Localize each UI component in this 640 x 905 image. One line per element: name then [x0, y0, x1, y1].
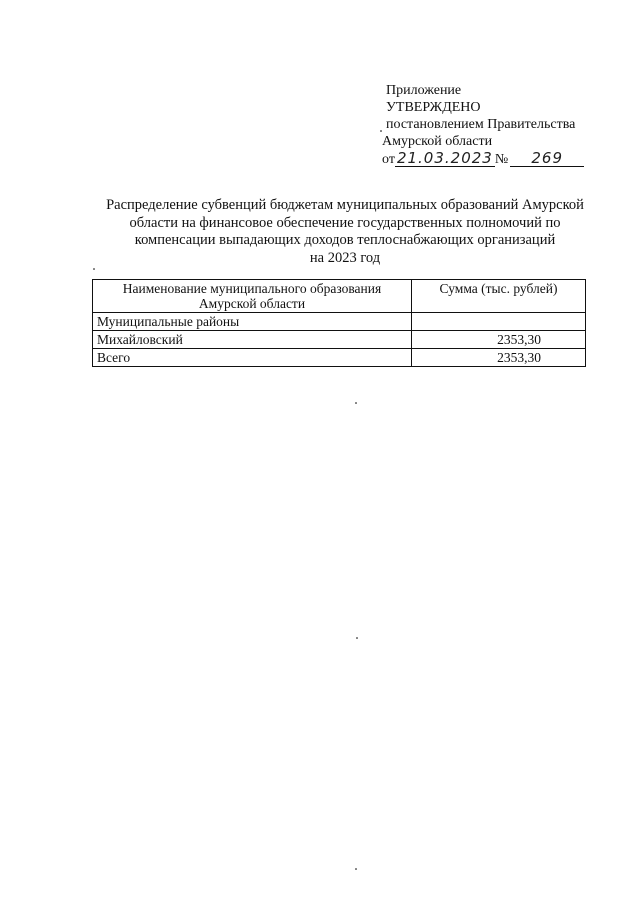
title-line-1: Распределение субвенций бюджетам муниципальных образований Амурской — [106, 197, 584, 213]
from-prefix: от — [382, 152, 395, 167]
row-name-cell: Муниципальные районы — [93, 313, 412, 331]
resolution-label: постановлением Правительства — [386, 117, 576, 132]
region-label: Амурской области — [382, 134, 493, 149]
document-title — [100, 197, 590, 267]
order-line — [382, 150, 622, 168]
title-line-3: компенсации выпадающих доходов теплоснабжающих организаций — [134, 232, 556, 248]
column-header-name — [93, 280, 412, 313]
row-value-cell: 2353,30 — [412, 331, 586, 349]
number-prefix: № — [494, 152, 509, 167]
row-value-cell — [412, 313, 586, 331]
scan-speck — [355, 402, 357, 404]
row-name-cell: Михайловский — [93, 331, 412, 349]
title-line-4: на 2023 год — [309, 249, 381, 266]
title-line-2: области на финансовое обеспечение государственных полномочий по — [129, 214, 561, 231]
table-row — [93, 313, 586, 331]
approved-label: УТВЕРЖДЕНО — [386, 100, 481, 115]
approval-block — [382, 82, 622, 168]
scan-speck — [93, 268, 95, 270]
column-header-name-line-1: Наименование муниципального образования — [122, 281, 382, 296]
row-value-cell: 2353,30 — [412, 349, 586, 367]
column-header-name-line-2: Амурской области — [198, 296, 306, 311]
table-row — [93, 349, 586, 367]
appendix-label: Приложение — [386, 83, 462, 98]
distribution-table — [92, 279, 586, 367]
handwritten-date: 21.03.2023 — [396, 149, 493, 167]
scan-speck — [355, 868, 357, 870]
table-row — [93, 331, 586, 349]
column-header-sum: Сумма (тыс. рублей) — [412, 280, 586, 313]
scan-speck — [356, 637, 358, 639]
row-name-cell: Всего — [93, 349, 412, 367]
handwritten-number: 269 — [510, 150, 584, 167]
scan-speck — [380, 130, 382, 132]
table-header-row — [93, 280, 586, 313]
